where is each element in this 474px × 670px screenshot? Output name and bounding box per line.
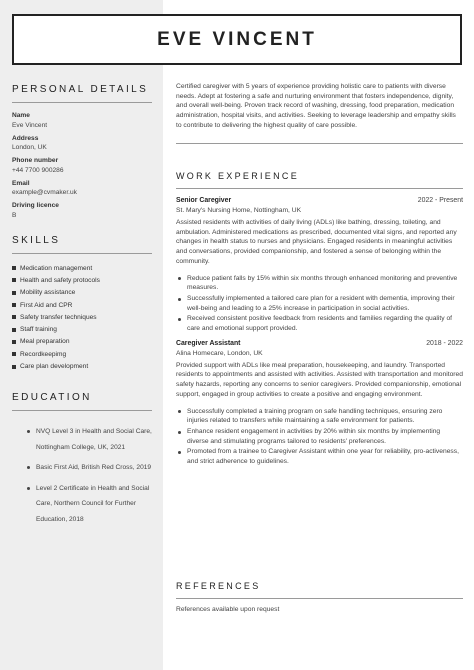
detail-phone xyxy=(12,156,152,175)
achievement-item: Successfully completed a training program on safe handling techniques, ensuring zero injuries related to transfers while maintaining a safe environment for patients. xyxy=(176,407,463,426)
square-bullet-icon xyxy=(12,328,16,332)
achievement-item: Enhance resident engagement in activities by 20% within six months by implementing diverse and stimulating programs tailored to residents' preferences. xyxy=(176,427,463,446)
skill-label: First Aid and CPR xyxy=(20,301,73,309)
education-text: NVQ Level 3 in Health and Social Care, Nottingham College, UK, 2021 xyxy=(36,428,152,451)
job-date: 2022 - Present xyxy=(417,197,463,204)
skill-label: Care plan development xyxy=(20,363,89,371)
job-title: Caregiver Assistant xyxy=(176,339,241,347)
education-title: EDUCATION xyxy=(12,392,92,403)
detail-email xyxy=(12,179,152,198)
education-item xyxy=(12,481,152,528)
divider xyxy=(176,188,463,189)
detail-value: B xyxy=(12,211,17,219)
education-item xyxy=(12,424,152,455)
square-bullet-icon xyxy=(12,303,16,307)
job-description: Provided support with ADLs like meal preparation, housekeeping, and laundry. Transported residents to appointments and assisted with activities. Assisted with transportation and monitored safety hazards, reporting any concerns to senior caregivers. Provided companionship, emotional support, engaged in group activities to create a positive and engaging environment. xyxy=(176,361,463,398)
job-date: 2018 - 2022 xyxy=(426,339,463,347)
skill-item xyxy=(12,323,152,335)
profile-section xyxy=(176,82,463,144)
achievement-item: Promoted from a trainee to Caregiver Assistant within one year for reliability, pro-activeness, and strict adherence to guidelines. xyxy=(176,447,463,466)
divider xyxy=(12,102,152,103)
square-bullet-icon xyxy=(12,340,16,344)
skill-label: Safety transfer techniques xyxy=(20,313,97,321)
detail-value: +44 7700 900286 xyxy=(12,166,64,174)
divider xyxy=(176,598,463,599)
skills-list xyxy=(12,262,152,373)
skill-item xyxy=(12,262,152,274)
personal-details-title: PERSONAL DETAILS xyxy=(12,84,149,95)
detail-driving-licence xyxy=(12,201,152,220)
skill-label: Health and safety protocols xyxy=(20,276,100,284)
skill-item xyxy=(12,311,152,323)
skill-label: Mobility assistance xyxy=(20,289,76,297)
work-experience-section xyxy=(176,171,463,468)
skill-item xyxy=(12,274,152,286)
education-section xyxy=(12,392,152,532)
personal-details-section xyxy=(12,84,152,224)
profile-summary: Certified caregiver with 5 years of experience providing holistic care to patients with diverse needs. Adept at fostering a safe and nurturing environment that fosters independence, dignity, and overall well-being. Proven track record of washing, dressing, food preparation, medication administration, hospital visits, and activities. Seeking to leverage leadership and empathy skills to contribute to delivering the highest quality of care possible. xyxy=(176,83,456,129)
skill-label: Medication management xyxy=(20,264,93,272)
divider xyxy=(12,410,152,411)
square-bullet-icon xyxy=(12,365,16,369)
education-item xyxy=(12,460,152,476)
achievement-item: Successfully implemented a tailored care plan for a resident with dementia, improving their well-being and leading to a 25% increase in participation in social activities. xyxy=(176,294,463,313)
detail-label: Name xyxy=(12,112,30,119)
references-title: REFERENCES xyxy=(176,581,261,591)
name-header xyxy=(12,14,462,65)
achievement-item: Received consistent positive feedback from residents and families regarding the quality of care and emotional support provided. xyxy=(176,314,463,333)
references-section xyxy=(176,581,463,615)
full-name: EVE VINCENT xyxy=(157,28,317,50)
divider xyxy=(12,253,152,254)
detail-value: example@cvmaker.uk xyxy=(12,189,77,196)
skill-label: Meal preparation xyxy=(20,338,70,346)
education-text: Level 2 Certificate in Health and Social Care, Northern Council for Further Education, 2018 xyxy=(36,484,150,523)
job-achievements xyxy=(176,274,463,334)
skills-section xyxy=(12,235,152,373)
references-text: References available upon request xyxy=(176,606,280,613)
skill-item xyxy=(12,287,152,299)
skills-title: SKILLS xyxy=(12,235,61,246)
detail-value: London, UK xyxy=(12,144,47,151)
job-entry xyxy=(176,340,463,467)
square-bullet-icon xyxy=(12,315,16,319)
job-organization: Alina Homecare, London, UK xyxy=(176,349,263,357)
detail-label: Address xyxy=(12,134,39,142)
work-experience-title: WORK EXPERIENCE xyxy=(176,171,300,181)
detail-name xyxy=(12,111,152,130)
education-text: Basic First Aid, British Red Cross, 2019 xyxy=(36,464,152,471)
job-entry xyxy=(176,197,463,334)
square-bullet-icon xyxy=(12,266,16,270)
job-description: Assisted residents with activities of daily living (ADLs) like bathing, dressing, toileting, and ambulation. Administered medications as prescribed, documented vital signs, and reported any changes in health status to nurses and physicians. Engaged residents in meaningful activities and conversations, provided companionship, and fostered a sense of belonging within the community. xyxy=(176,219,457,265)
education-list xyxy=(12,424,152,527)
bullet-icon xyxy=(27,487,30,490)
skill-item xyxy=(12,360,152,372)
achievement-item: Reduce patient falls by 15% within six months through enhanced monitoring and preventive measures. xyxy=(176,274,463,293)
skill-label: Staff training xyxy=(20,326,57,334)
bullet-icon xyxy=(27,466,30,469)
job-achievements xyxy=(176,407,463,467)
job-title: Senior Caregiver xyxy=(176,197,232,204)
square-bullet-icon xyxy=(12,278,16,282)
skill-item xyxy=(12,348,152,360)
detail-label: Email xyxy=(12,179,30,187)
detail-address xyxy=(12,134,152,153)
detail-label: Phone number xyxy=(12,157,59,164)
bullet-icon xyxy=(27,430,30,433)
square-bullet-icon xyxy=(12,291,16,295)
skill-label: Recordkeepimg xyxy=(20,350,67,358)
square-bullet-icon xyxy=(12,352,16,356)
detail-label: Driving licence xyxy=(12,202,59,209)
skill-item xyxy=(12,336,152,348)
skill-item xyxy=(12,299,152,311)
job-organization: St. Mary's Nursing Home, Nottingham, UK xyxy=(176,207,302,214)
divider xyxy=(176,143,463,144)
detail-value: Eve Vincent xyxy=(12,121,48,129)
